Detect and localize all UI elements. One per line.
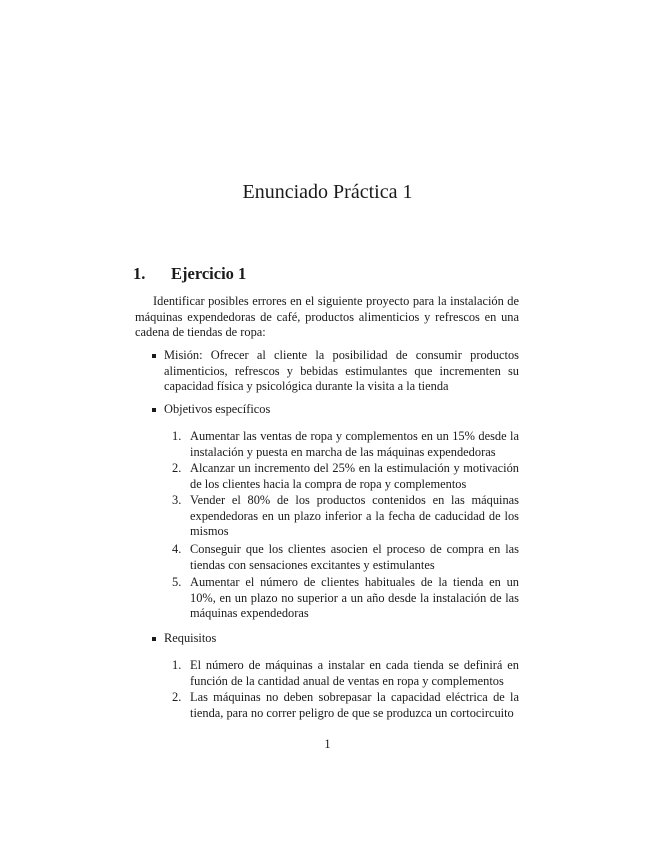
objetivo-item bbox=[172, 493, 519, 540]
bullet-text: Objetivos específicos bbox=[164, 402, 271, 416]
intro-paragraph: Identificar posibles errores en el siguiente proyecto para la instalación de máquinas expendedoras de café, productos alimenticios y refrescos en una cadena de tiendas de ropa: bbox=[135, 294, 519, 339]
bullet-marker bbox=[152, 354, 156, 358]
document-title: Enunciado Práctica 1 bbox=[242, 181, 413, 203]
bullet-text: Requisitos bbox=[164, 631, 217, 645]
bullet-text: Misión: Ofrecer al cliente la posibilidad de consumir productos alimenticios, refrescos y bebidas estimulantes que incrementen su capacidad física y psicológica durante la visita a la tienda bbox=[164, 348, 519, 393]
objetivo-item bbox=[172, 429, 519, 460]
requisito-item bbox=[172, 690, 519, 721]
item-number: 1. bbox=[172, 429, 182, 443]
item-number: 3. bbox=[172, 493, 182, 507]
objetivo-item bbox=[172, 575, 519, 622]
bullet-marker bbox=[152, 408, 156, 412]
item-text: Aumentar las ventas de ropa y complementos en un 15% desde la instalación y puesta en marcha de las máquinas expendedoras bbox=[190, 429, 519, 459]
item-text: Las máquinas no deben sobrepasar la capacidad eléctrica de la tienda, para no correr peligro de que se produzca un cortocircuito bbox=[190, 690, 519, 720]
item-text: Aumentar el número de clientes habituales de la tienda en un 10%, en un plazo no superior a un año desde la instalación de las máquinas expendedoras bbox=[190, 575, 519, 620]
bullet-item-objetivos bbox=[164, 402, 519, 418]
section-number: 1. bbox=[133, 264, 146, 283]
item-text: Conseguir que los clientes asocien el proceso de compra en las tiendas con sensaciones excitantes y estimulantes bbox=[190, 542, 519, 572]
section-heading bbox=[133, 264, 246, 284]
page-number: 1 bbox=[324, 737, 331, 751]
item-text: El número de máquinas a instalar en cada tienda se definirá en función de la cantidad anual de ventas en ropa y complementos bbox=[190, 658, 519, 688]
item-text: Alcanzar un incremento del 25% en la estimulación y motivación de los clientes hacia la compra de ropa y complementos bbox=[190, 461, 519, 491]
section-title: Ejercicio 1 bbox=[171, 264, 247, 283]
item-number: 4. bbox=[172, 542, 182, 556]
item-number: 2. bbox=[172, 461, 182, 475]
objetivo-item bbox=[172, 542, 519, 573]
item-number: 2. bbox=[172, 690, 182, 704]
bullet-item-requisitos bbox=[164, 631, 519, 647]
objetivo-item bbox=[172, 461, 519, 492]
item-text: Vender el 80% de los productos contenidos en las máquinas expendedoras en un plazo inferior a la fecha de caducidad de los mismos bbox=[190, 493, 519, 538]
requisito-item bbox=[172, 658, 519, 689]
bullet-item-mision bbox=[164, 348, 519, 395]
item-number: 1. bbox=[172, 658, 182, 672]
item-number: 5. bbox=[172, 575, 182, 589]
bullet-marker bbox=[152, 637, 156, 641]
